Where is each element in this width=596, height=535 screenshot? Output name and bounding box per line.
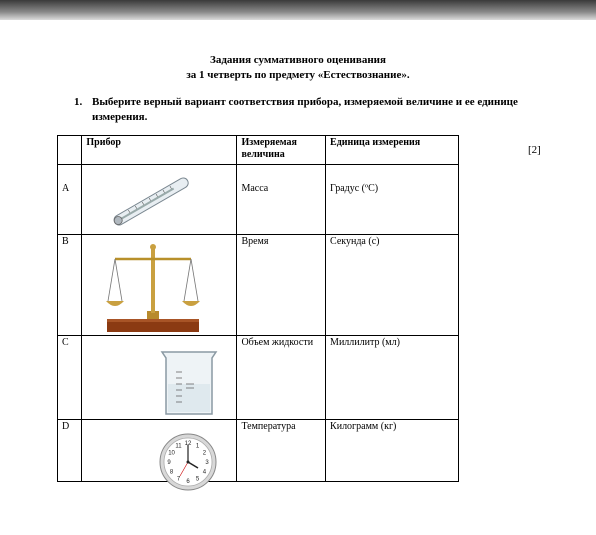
quantity-cell: Объем жидкости [237,336,326,420]
clock-numeral: 8 [170,469,174,476]
question-text: Выберите верный вариант соответствия прибора, измеряемой величине и ее единице измерения. [92,96,518,123]
question-1 [74,95,544,125]
device-cell [82,420,237,485]
row-letter: B [58,235,82,336]
matching-table [57,135,459,485]
row-letter: C [58,336,82,420]
header-device: Прибор [82,136,237,165]
table-row [58,336,459,420]
document-title [0,53,596,83]
table-row [58,235,459,336]
device-cell [82,235,237,336]
row-letter: A [58,165,82,235]
clock-numeral: 10 [168,450,176,457]
unit-cell: Миллилитр (мл) [326,336,459,420]
clock-numeral: 12 [185,441,192,447]
clock-numeral: 11 [175,443,182,450]
clock-numeral: 3 [205,460,210,466]
viewer-top-bar [0,0,596,20]
header-unit: Единица измерения [326,136,459,165]
score-label: [2] [528,144,541,156]
balance-scale-icon [105,241,201,333]
table-header-row [58,136,459,165]
header-letter [58,136,82,165]
clock-numeral: 9 [167,460,172,466]
clock-numeral: 6 [186,479,191,485]
device-cell [82,165,237,235]
device-cell [82,336,237,420]
clock-numeral: 2 [203,450,207,457]
unit-cell: Килограмм (кг) [326,420,459,482]
row-letter: D [58,420,82,482]
quantity-cell: Масса [237,165,326,235]
unit-cell: Секунда (с) [326,235,459,336]
clock-numeral: 4 [203,469,207,476]
header-quantity: Измеряемая величина [237,136,326,165]
table-row [58,420,459,482]
clock-numeral: 1 [196,443,200,450]
question-number: 1. [74,96,83,108]
table-row [58,165,459,235]
clock-numeral: 7 [177,476,181,483]
clock-icon [158,432,218,492]
quantity-cell: Температура [237,420,326,482]
title-line-1: Задания суммативного оценивания [210,54,386,66]
title-line-2: за 1 четверть по предмету «Естествознание». [186,69,410,81]
beaker-icon [158,348,220,418]
unit-cell: Градус (ºС) [326,165,459,235]
thermometer-icon [107,171,197,231]
clock-numeral: 5 [196,476,200,483]
quantity-cell: Время [237,235,326,336]
